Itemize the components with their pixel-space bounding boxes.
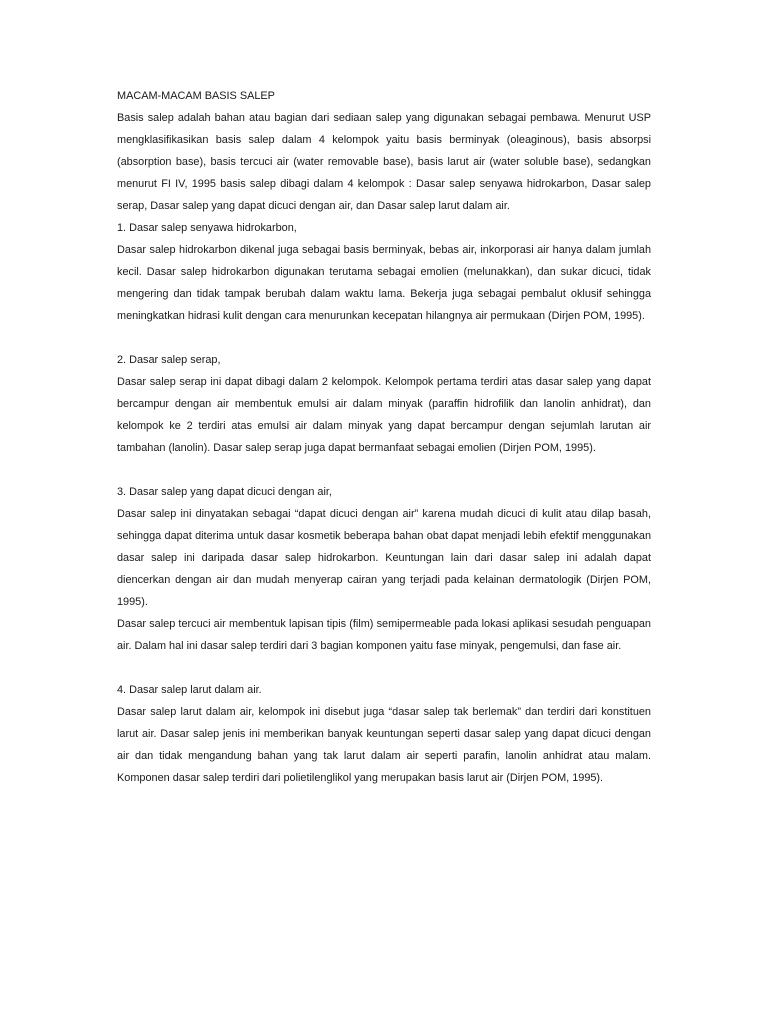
section-2-paragraph-1: Dasar salep serap ini dapat dibagi dalam 2 kelompok. Kelompok pertama terdiri atas dasar salep yang dapat bercampur dengan air membentuk emulsi air dalam minyak (paraffin hidrofilik dan lanolin anhidrat), dan kelompok ke 2 terdiri atas emulsi air dalam minyak yang dapat bercampur dengan sejumlah larutan air tambahan (lanolin). Dasar salep serap juga dapat bermanfaat sebagai emolien (Dirjen POM, 1995). bbox=[117, 376, 651, 454]
section-2-heading: 2. Dasar salep serap, bbox=[117, 354, 221, 366]
paragraph-spacer bbox=[117, 657, 651, 679]
intro-paragraph: Basis salep adalah bahan atau bagian dari sediaan salep yang digunakan sebagai pembawa. Menurut USP mengklasifikasikan basis salep dalam 4 kelompok yaitu basis berminyak (oleaginous), basis absorpsi (absorption base), basis tercuci air (water removable base), basis larut air (water soluble base), sedangkan menurut FI IV, 1995 basis salep dibagi dalam 4 kelompok : Dasar salep senyawa hidrokarbon, Dasar salep serap, Dasar salep yang dapat dicuci dengan air, dan Dasar salep larut dalam air. bbox=[117, 112, 651, 212]
section-1-paragraph-1: Dasar salep hidrokarbon dikenal juga sebagai basis berminyak, bebas air, inkorporasi air hanya dalam jumlah kecil. Dasar salep hidrokarbon digunakan terutama sebagai emolien (melunakkan), dan sukar dicuci, tidak mengering dan tidak tampak berubah dalam waktu lama. Bekerja juga sebagai pembalut oklusif sehingga meningkatkan hidrasi kulit dengan cara menurunkan kecepatan hilangnya air permukaan (Dirjen POM, 1995). bbox=[117, 244, 651, 322]
paragraph-spacer bbox=[117, 459, 651, 481]
document-title: MACAM-MACAM BASIS SALEP bbox=[117, 90, 275, 102]
section-3-paragraph-2: Dasar salep tercuci air membentuk lapisan tipis (film) semipermeable pada lokasi aplikasi sesudah penguapan air. Dalam hal ini dasar salep terdiri dari 3 bagian komponen yaitu fase minyak, pengemulsi, dan fase air. bbox=[117, 618, 651, 652]
section-4-paragraph-1: Dasar salep larut dalam air, kelompok ini disebut juga “dasar salep tak berlemak” dan terdiri dari konstituen larut air. Dasar salep jenis ini memberikan banyak keuntungan seperti dasar salep yang dapat dicuci dengan air dan tidak mengandung bahan yang tak larut dalam air seperti parafin, lanolin anhidrat atau malam. Komponen dasar salep terdiri dari polietilenglikol yang merupakan basis larut air (Dirjen POM, 1995). bbox=[117, 706, 651, 784]
document-body bbox=[117, 85, 651, 789]
paragraph-spacer bbox=[117, 327, 651, 349]
section-4-heading: 4. Dasar salep larut dalam air. bbox=[117, 684, 262, 696]
section-3-paragraph-1: Dasar salep ini dinyatakan sebagai “dapat dicuci dengan air” karena mudah dicuci di kulit atau dilap basah, sehingga dapat diterima untuk dasar kosmetik beberapa bahan obat dapat menjadi lebih efektif menggunakan dasar salep ini daripada dasar salep hidrokarbon. Keuntungan lain dari dasar salep ini adalah dapat diencerkan dengan air dan mudah menyerap cairan yang terjadi pada kelainan dermatologik (Dirjen POM, 1995). bbox=[117, 508, 651, 608]
section-1-heading: 1. Dasar salep senyawa hidrokarbon, bbox=[117, 222, 297, 234]
section-3-heading: 3. Dasar salep yang dapat dicuci dengan air, bbox=[117, 486, 332, 498]
